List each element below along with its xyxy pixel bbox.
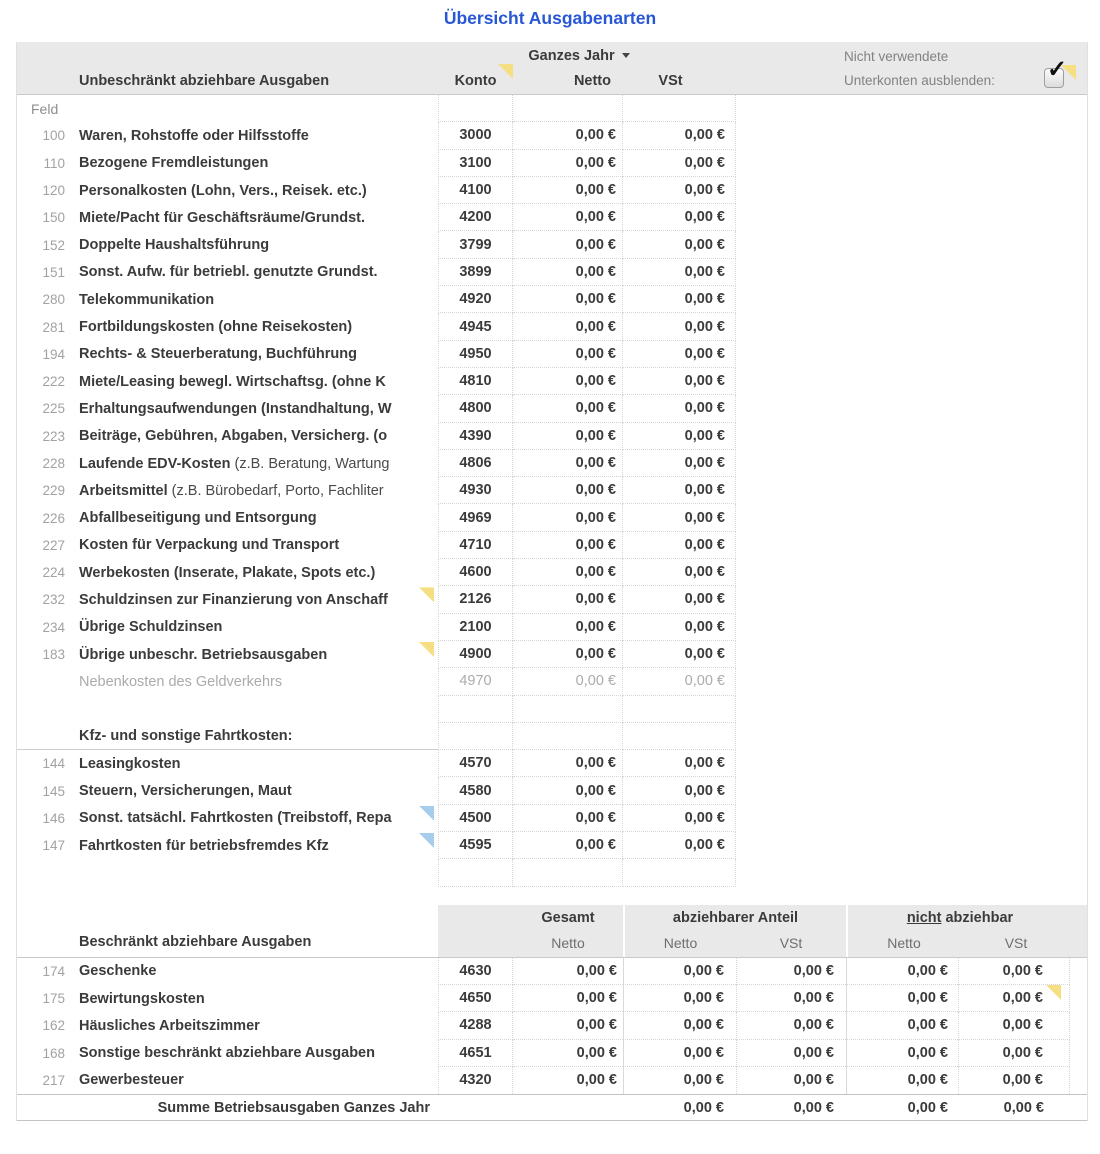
konto-cell — [438, 696, 513, 723]
expense-note: (z.B. Beratung, Wartung — [230, 455, 390, 472]
expense-description — [65, 286, 438, 313]
expense-description — [65, 95, 438, 122]
field-number: 222 — [42, 374, 65, 390]
field-number: 168 — [42, 1045, 65, 1061]
expense-description — [65, 805, 438, 832]
konto-cell[interactable]: 4900 — [438, 641, 513, 668]
konto-cell — [438, 723, 513, 750]
expense-description — [65, 859, 438, 886]
group-header-gesamt — [438, 905, 623, 957]
subheader-netto: Netto — [887, 934, 921, 951]
netto-cell[interactable]: 0,00 € — [513, 477, 623, 504]
konto-cell[interactable]: 4920 — [438, 286, 513, 313]
expense-label: Fahrtkosten für betriebsfremdes Kfz — [79, 837, 329, 854]
expense-row — [17, 286, 1087, 313]
page-title: Übersicht Ausgabenarten — [443, 8, 657, 28]
vst-cell[interactable]: 0,00 € — [623, 177, 736, 204]
expense-row — [17, 313, 1087, 340]
konto-cell[interactable]: 4650 — [438, 985, 513, 1012]
subheader-vst: VSt — [1004, 934, 1028, 951]
comment-marker-blue-icon — [419, 806, 434, 821]
netto-cell[interactable]: 0,00 € — [513, 750, 623, 777]
expense-label: Telekommunikation — [79, 291, 215, 308]
konto-cell[interactable]: 4950 — [438, 341, 513, 368]
nicht-netto-cell[interactable]: 0,00 € — [846, 958, 958, 985]
expense-table — [16, 42, 1088, 1121]
subheader-netto: Netto — [663, 934, 698, 951]
expense-label: Arbeitsmittel — [79, 482, 168, 499]
expense-label: Übrige unbeschr. Betriebsausgaben — [79, 646, 328, 663]
expense-row — [17, 586, 1087, 613]
abziehbar-vst-cell[interactable]: 0,00 € — [736, 1067, 846, 1094]
expense-row — [17, 122, 1087, 149]
vst-cell[interactable]: 0,00 € — [623, 259, 736, 286]
vst-cell[interactable]: 0,00 € — [623, 368, 736, 395]
expense-row — [17, 395, 1087, 422]
limited-expense-row — [17, 1067, 1087, 1094]
expense-label: Schuldzinsen zur Finanzierung von Anschaff — [79, 591, 388, 608]
field-number — [17, 696, 65, 723]
expense-label: Häusliches Arbeitszimmer — [79, 1017, 260, 1034]
nicht-vst-cell[interactable]: 0,00 € — [958, 1040, 1070, 1067]
field-number: 280 — [42, 292, 65, 308]
expense-description — [65, 504, 438, 531]
field-number: 281 — [42, 319, 65, 335]
field-number: 228 — [42, 456, 65, 471]
unrestricted-expense-grid — [17, 95, 1087, 887]
expense-label: Fortbildungskosten (ohne Reisekosten) — [79, 319, 353, 336]
nicht-netto-cell[interactable]: 0,00 € — [846, 1067, 958, 1094]
expense-description — [65, 723, 438, 750]
gesamt-netto-cell[interactable]: 0,00 € — [513, 958, 623, 985]
field-number: 226 — [42, 510, 65, 526]
expense-row — [17, 423, 1087, 450]
expense-row — [17, 777, 1087, 804]
vst-cell — [623, 859, 736, 886]
expense-row — [17, 450, 1087, 477]
expense-label: Personalkosten (Lohn, Vers., Reisek. etc.) — [79, 182, 367, 199]
expense-row — [17, 750, 1087, 777]
netto-cell[interactable]: 0,00 € — [513, 805, 623, 832]
expense-description — [65, 259, 438, 286]
chevron-down-icon — [622, 53, 630, 58]
vst-cell[interactable]: 0,00 € — [623, 423, 736, 450]
group-label-abziehbar: abziehbarer Anteil — [672, 909, 799, 926]
konto-cell[interactable]: 4500 — [438, 805, 513, 832]
expense-description — [65, 696, 438, 723]
konto-cell[interactable]: 3899 — [438, 259, 513, 286]
expense-label: Miete/Leasing bewegl. Wirtschaftsg. (ohne K — [79, 373, 386, 390]
netto-cell — [513, 859, 623, 886]
expense-label: Beiträge, Gebühren, Abgaben, Versicherg. (o — [79, 428, 388, 445]
expense-label: Kosten für Verpackung und Transport — [79, 537, 340, 554]
group-label-nicht-abziehbar: nicht abziehbar — [906, 909, 1014, 926]
field-number: Feld — [31, 100, 59, 117]
expense-description — [65, 204, 438, 231]
field-number — [17, 859, 65, 886]
field-number: 229 — [42, 483, 65, 499]
expense-row — [17, 95, 1087, 122]
comment-marker-blue-icon — [419, 833, 434, 848]
expense-row — [17, 231, 1087, 258]
expense-label: Sonst. tatsächl. Fahrtkosten (Treibstoff, Repa — [79, 810, 392, 827]
vst-cell[interactable]: 0,00 € — [623, 559, 736, 586]
table-header — [17, 42, 1087, 95]
expense-row — [17, 341, 1087, 368]
netto-cell — [513, 696, 623, 723]
expense-description — [65, 395, 438, 422]
netto-cell[interactable]: 0,00 € — [513, 532, 623, 559]
sum-label: Summe Betriebsausgaben Ganzes Jahr — [157, 1099, 430, 1116]
field-number: 227 — [42, 537, 65, 553]
expense-description — [65, 532, 438, 559]
netto-cell[interactable]: 0,00 € — [513, 150, 623, 177]
netto-cell[interactable]: 0,00 € — [513, 832, 623, 859]
expense-description — [65, 750, 438, 777]
subheader-netto: Netto — [551, 934, 585, 951]
netto-cell[interactable]: 0,00 € — [513, 368, 623, 395]
expense-description — [65, 231, 438, 258]
expense-description — [65, 614, 438, 641]
netto-cell[interactable]: 0,00 € — [513, 504, 623, 531]
netto-cell[interactable]: 0,00 € — [513, 313, 623, 340]
konto-cell[interactable]: 4945 — [438, 313, 513, 340]
field-number: 120 — [42, 183, 65, 199]
limited-expense-row — [17, 985, 1087, 1012]
expense-row — [17, 177, 1087, 204]
vst-cell[interactable]: 0,00 € — [623, 122, 736, 149]
vst-cell[interactable]: 0,00 € — [623, 805, 736, 832]
expense-description — [65, 368, 438, 395]
expense-description — [65, 1067, 438, 1094]
year-selector[interactable] — [479, 48, 679, 64]
limited-expense-row — [17, 958, 1087, 985]
konto-cell[interactable]: 4969 — [438, 504, 513, 531]
vst-cell — [623, 95, 736, 122]
nicht-vst-cell[interactable]: 0,00 € — [958, 958, 1070, 985]
subheader-vst: VSt — [779, 934, 803, 951]
netto-cell[interactable]: 0,00 € — [513, 777, 623, 804]
vst-cell[interactable]: 0,00 € — [623, 532, 736, 559]
expense-label: Übrige Schuldzinsen — [79, 619, 223, 636]
expense-description — [65, 985, 438, 1012]
konto-cell[interactable]: 3000 — [438, 122, 513, 149]
konto-cell[interactable]: 4288 — [438, 1012, 513, 1039]
netto-cell[interactable]: 0,00 € — [513, 259, 623, 286]
field-number: 152 — [42, 237, 65, 253]
expense-row — [17, 559, 1087, 586]
expense-row — [17, 368, 1087, 395]
hide-subaccounts-label-line2: Unterkonten ausblenden: — [844, 73, 995, 88]
nicht-vst-cell[interactable]: 0,00 € — [958, 1012, 1070, 1039]
netto-cell — [513, 95, 623, 122]
gesamt-netto-cell[interactable]: 0,00 € — [576, 1072, 617, 1089]
limited-expense-row — [17, 1040, 1087, 1067]
expense-label: Abfallbeseitigung und Entsorgung — [79, 510, 317, 527]
expense-row — [17, 259, 1087, 286]
group-header-nicht-abziehbar — [846, 905, 1087, 957]
netto-cell[interactable]: 0,00 € — [513, 177, 623, 204]
sum-row — [17, 1094, 1087, 1121]
konto-cell[interactable]: 4200 — [438, 204, 513, 231]
expense-row — [17, 204, 1087, 231]
expense-description — [65, 832, 438, 859]
vst-cell[interactable]: 0,00 € — [623, 586, 736, 613]
vst-cell — [623, 723, 736, 750]
abziehbar-vst-cell[interactable]: 0,00 € — [736, 1040, 846, 1067]
field-number: 110 — [43, 155, 65, 171]
vst-cell[interactable]: 0,00 € — [623, 477, 736, 504]
year-selector-label: Ganzes Jahr — [528, 48, 615, 64]
konto-cell[interactable]: 4810 — [438, 368, 513, 395]
comment-marker-yellow-icon — [419, 587, 434, 602]
field-number: 224 — [42, 565, 65, 581]
expense-description — [65, 641, 438, 668]
field-number: 234 — [42, 619, 65, 635]
gesamt-netto-cell[interactable]: 0,00 € — [513, 985, 623, 1012]
expense-description — [65, 477, 438, 504]
expense-label: Waren, Rohstoffe oder Hilfsstoffe — [79, 127, 309, 144]
abziehbar-netto-cell[interactable]: 0,00 € — [623, 985, 736, 1012]
field-number: 145 — [42, 783, 65, 799]
gesamt-netto-cell[interactable]: 0,00 € — [513, 1012, 623, 1039]
expense-label: Steuern, Versicherungen, Maut — [79, 783, 292, 800]
column-header-konto: Konto — [454, 73, 497, 89]
sum-value-abziehbar-netto: 0,00 € — [683, 1099, 724, 1116]
expense-label: Leasingkosten — [79, 755, 181, 772]
limited-expense-grid — [17, 958, 1087, 1094]
konto-cell[interactable]: 2100 — [438, 614, 513, 641]
nicht-vst-cell[interactable]: 0,00 € — [958, 985, 1070, 1012]
hide-subaccounts-checkbox[interactable] — [1044, 56, 1068, 88]
expense-label: Erhaltungsaufwendungen (Instandhaltung, W — [79, 400, 392, 417]
field-number: 151 — [42, 264, 65, 280]
vst-cell[interactable]: 0,00 € — [623, 395, 736, 422]
abziehbar-netto-cell[interactable]: 0,00 € — [623, 1012, 736, 1039]
vst-cell[interactable]: 0,00 € — [623, 504, 736, 531]
expense-description — [65, 586, 438, 613]
expense-note: (z.B. Bürobedarf, Porto, Fachliter — [167, 482, 384, 499]
column-header-unrestricted-expenses: Unbeschränkt abziehbare Ausgaben — [79, 73, 330, 89]
gesamt-netto-cell[interactable]: 0,00 € — [513, 1040, 623, 1067]
konto-cell[interactable]: 4580 — [438, 777, 513, 804]
field-number: 225 — [42, 401, 65, 417]
expense-label: Bewirtungskosten — [79, 990, 205, 1007]
comment-marker-yellow-icon — [1046, 985, 1061, 1000]
konto-cell[interactable]: 4320 — [438, 1067, 513, 1094]
group-label-gesamt: Gesamt — [541, 909, 595, 926]
field-number: 174 — [42, 963, 65, 979]
vst-cell[interactable]: 0,00 € — [623, 777, 736, 804]
netto-cell[interactable]: 0,00 € — [513, 641, 623, 668]
sum-value-nicht-vst: 0,00 € — [1003, 1099, 1044, 1116]
vst-cell[interactable]: 0,00 € — [623, 286, 736, 313]
abziehbar-vst-cell[interactable]: 0,00 € — [736, 1012, 846, 1039]
expense-row — [17, 504, 1087, 531]
field-number: 100 — [42, 128, 65, 144]
abziehbar-vst-cell[interactable]: 0,00 € — [736, 958, 846, 985]
field-number: 175 — [42, 991, 65, 1007]
expense-row — [17, 641, 1087, 668]
expense-row — [17, 477, 1087, 504]
group-header-abziehbar — [623, 905, 846, 957]
expense-description — [65, 668, 438, 695]
vst-cell[interactable]: 0,00 € — [623, 231, 736, 258]
konto-cell[interactable]: 4710 — [438, 532, 513, 559]
expense-label: Kfz- und sonstige Fahrtkosten: — [79, 727, 293, 744]
expense-row — [17, 859, 1087, 886]
field-number: 144 — [42, 756, 65, 772]
netto-cell[interactable]: 0,00 € — [513, 204, 623, 231]
checkmark-icon: ✓ — [1047, 56, 1068, 83]
expense-description — [65, 423, 438, 450]
konto-cell[interactable]: 4806 — [438, 450, 513, 477]
netto-cell[interactable]: 0,00 € — [513, 668, 623, 695]
expense-description — [65, 958, 438, 985]
expense-description — [65, 450, 438, 477]
netto-cell[interactable]: 0,00 € — [513, 586, 623, 613]
vst-cell[interactable]: 0,00 € — [623, 450, 736, 477]
expense-description — [65, 777, 438, 804]
netto-cell[interactable]: 0,00 € — [513, 231, 623, 258]
expense-label: Sonstige beschränkt abziehbare Ausgaben — [79, 1045, 375, 1062]
netto-cell[interactable]: 0,00 € — [513, 614, 623, 641]
expense-label: Rechts- & Steuerberatung, Buchführung — [79, 346, 357, 363]
konto-cell[interactable]: 4595 — [438, 832, 513, 859]
expense-row — [17, 832, 1087, 859]
expense-description — [65, 1012, 438, 1039]
field-number: 146 — [42, 810, 65, 826]
column-header-netto: Netto — [573, 73, 611, 89]
expense-description — [65, 122, 438, 149]
expense-description — [65, 177, 438, 204]
expense-description — [65, 341, 438, 368]
netto-cell[interactable]: 0,00 € — [513, 122, 623, 149]
expense-label: Gewerbesteuer — [79, 1072, 184, 1089]
field-number: 162 — [42, 1018, 65, 1034]
field-number — [17, 668, 65, 695]
expense-description — [65, 150, 438, 177]
expense-row — [17, 696, 1087, 723]
kfz-section-header — [17, 723, 1087, 750]
expense-row — [17, 614, 1087, 641]
konto-cell[interactable]: 4970 — [438, 668, 513, 695]
konto-cell[interactable]: 3799 — [438, 231, 513, 258]
column-header-limited-expenses: Beschränkt abziehbare Ausgaben — [79, 933, 312, 950]
field-number: 147 — [42, 838, 65, 854]
netto-cell[interactable]: 0,00 € — [513, 559, 623, 586]
abziehbar-netto-cell[interactable]: 0,00 € — [623, 1040, 736, 1067]
field-number: 194 — [42, 346, 65, 362]
nicht-netto-cell[interactable]: 0,00 € — [846, 985, 958, 1012]
netto-cell[interactable]: 0,00 € — [513, 450, 623, 477]
expense-label: Geschenke — [79, 963, 157, 980]
field-number: 223 — [42, 428, 65, 444]
expense-label: Sonst. Aufw. für betriebl. genutzte Grundst. — [79, 264, 378, 281]
netto-cell[interactable]: 0,00 € — [513, 341, 623, 368]
expense-description — [65, 559, 438, 586]
konto-cell — [438, 95, 513, 122]
konto-cell[interactable]: 4651 — [438, 1040, 513, 1067]
field-number: 232 — [42, 592, 65, 608]
vst-cell — [623, 696, 736, 723]
nicht-netto-cell[interactable]: 0,00 € — [846, 1040, 958, 1067]
konto-cell[interactable]: 4100 — [438, 177, 513, 204]
hide-subaccounts-label-line1: Nicht verwendete — [844, 49, 949, 64]
sum-value-nicht-netto: 0,00 € — [907, 1099, 948, 1116]
abziehbar-netto-cell[interactable]: 0,00 € — [623, 958, 736, 985]
vst-cell[interactable]: 0,00 € — [623, 614, 736, 641]
expense-description — [65, 313, 438, 340]
expense-label: Nebenkosten des Geldverkehrs — [79, 673, 283, 690]
konto-cell[interactable]: 3100 — [438, 150, 513, 177]
expense-row — [17, 532, 1087, 559]
comment-marker-yellow-icon — [419, 642, 434, 657]
vst-cell[interactable]: 0,00 € — [623, 313, 736, 340]
nicht-netto-cell[interactable]: 0,00 € — [846, 1012, 958, 1039]
expense-label: Bezogene Fremdleistungen — [79, 155, 269, 172]
konto-cell[interactable]: 4390 — [438, 423, 513, 450]
netto-cell — [513, 723, 623, 750]
konto-cell[interactable]: 2126 — [438, 586, 513, 613]
expense-label: Laufende EDV-Kosten — [79, 455, 231, 472]
field-number — [17, 723, 65, 750]
vst-cell[interactable]: 0,00 € — [623, 341, 736, 368]
abziehbar-netto-cell[interactable]: 0,00 € — [623, 1067, 736, 1094]
expense-description — [65, 1040, 438, 1067]
vst-cell[interactable]: 0,00 € — [623, 750, 736, 777]
konto-cell[interactable]: 4800 — [438, 395, 513, 422]
expense-label: Miete/Pacht für Geschäftsräume/Grundst. — [79, 209, 366, 226]
netto-cell[interactable]: 0,00 € — [513, 286, 623, 313]
limited-expenses-header — [17, 905, 1087, 958]
vst-cell[interactable]: 0,00 € — [623, 150, 736, 177]
abziehbar-vst-cell[interactable]: 0,00 € — [736, 985, 846, 1012]
field-number: 150 — [42, 210, 65, 226]
netto-cell[interactable]: 0,00 € — [513, 423, 623, 450]
expense-label: Doppelte Haushaltsführung — [79, 237, 270, 254]
limited-expense-row — [17, 1012, 1087, 1039]
expense-row — [17, 805, 1087, 832]
sum-value-abziehbar-vst: 0,00 € — [793, 1099, 834, 1116]
field-number: 183 — [42, 647, 65, 663]
expense-label: Werbekosten (Inserate, Plakate, Spots etc.) — [79, 564, 376, 581]
vst-cell[interactable]: 0,00 € — [623, 204, 736, 231]
vst-cell[interactable]: 0,00 € — [623, 832, 736, 859]
konto-cell[interactable]: 4630 — [438, 958, 513, 985]
expense-row — [17, 150, 1087, 177]
vst-cell[interactable]: 0,00 € — [623, 668, 736, 695]
nicht-vst-cell[interactable]: 0,00 € — [958, 1067, 1070, 1094]
konto-cell[interactable]: 4600 — [438, 559, 513, 586]
netto-cell[interactable]: 0,00 € — [513, 395, 623, 422]
konto-cell — [438, 859, 513, 886]
field-number: 217 — [42, 1072, 65, 1088]
vst-cell[interactable]: 0,00 € — [623, 641, 736, 668]
column-header-vst: VSt — [658, 73, 683, 89]
expense-row — [17, 668, 1087, 695]
konto-cell[interactable]: 4930 — [438, 477, 513, 504]
konto-cell[interactable]: 4570 — [438, 750, 513, 777]
